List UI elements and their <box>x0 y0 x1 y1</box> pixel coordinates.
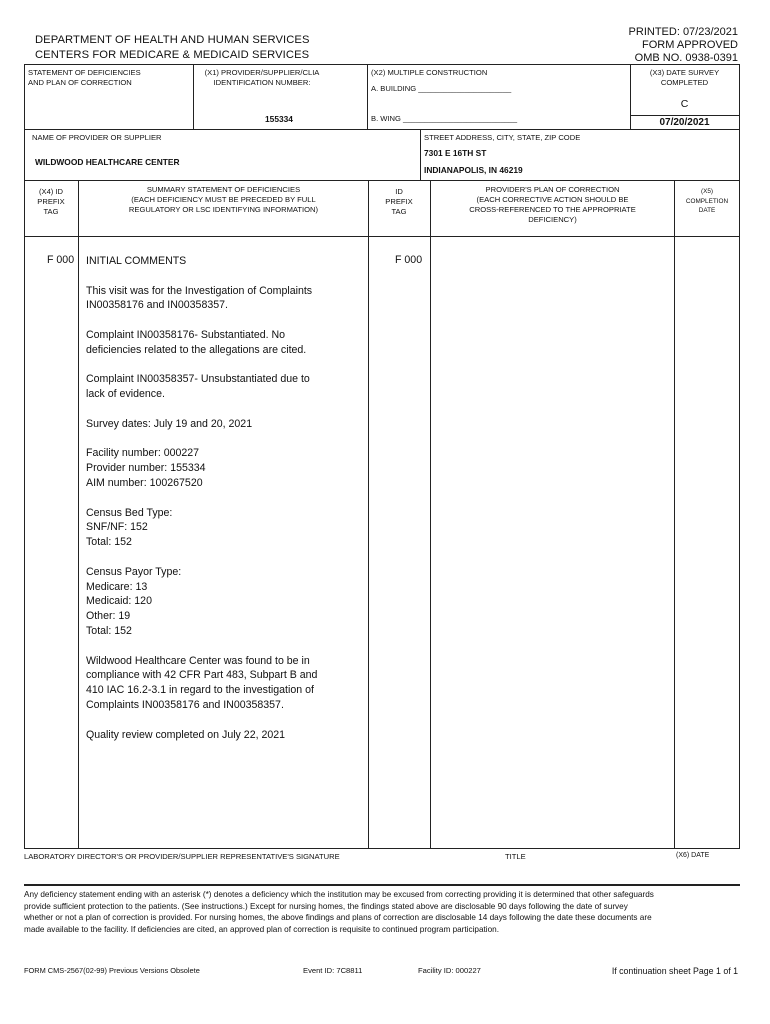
department-line-1: DEPARTMENT OF HEALTH AND HUMAN SERVICES <box>35 34 310 46</box>
table-row-divider-1 <box>24 129 740 130</box>
survey-completed-date: 07/20/2021 <box>659 117 710 128</box>
form-number: FORM CMS-2567(02-99) Previous Versions Obsolete <box>24 966 200 975</box>
form-approved-label: FORM APPROVED <box>642 39 738 51</box>
printed-date: PRINTED: 07/23/2021 <box>628 26 738 38</box>
street-address: 7301 E 16TH ST <box>424 148 487 158</box>
x3-divider <box>630 115 740 116</box>
entry-paragraph: Survey dates: July 19 and 20, 2021 <box>86 417 253 430</box>
address-label: STREET ADDRESS, CITY, STATE, ZIP CODE <box>424 133 581 142</box>
column-header-divider <box>24 236 740 237</box>
provider-name-label: NAME OF PROVIDER OR SUPPLIER <box>32 133 162 142</box>
statement-label: STATEMENT OF DEFICIENCIES AND PLAN OF CORRECTION <box>28 68 141 87</box>
signature-bottom-border <box>24 884 740 886</box>
entry-paragraph: Quality review completed on July 22, 2021 <box>86 728 286 741</box>
signature-date-label: (X6) DATE <box>676 852 710 859</box>
entry-paragraph: Census Payor Type: Medicare: 13 Medicaid: 120 Other: 19 Total: 152 <box>86 565 182 637</box>
x2-label: (X2) MULTIPLE CONSTRUCTION <box>371 68 488 77</box>
x2-divider <box>367 64 368 129</box>
entry-paragraph: Complaint IN00358176- Substantiated. No deficiencies related to the allegations are cited. <box>86 328 307 356</box>
x2-wing: B. WING ___________________________ <box>371 114 518 123</box>
continuation-page: If continuation sheet Page 1 of 1 <box>611 966 738 976</box>
survey-code: C <box>680 98 689 110</box>
id-column-divider <box>430 180 431 848</box>
completion-date-header: (X5) COMPLETION DATE <box>685 188 729 214</box>
city-state-zip: INDIANAPOLIS, IN 46219 <box>424 165 523 175</box>
signature-label: LABORATORY DIRECTOR'S OR PROVIDER/SUPPLIER REPRESENTATIVE'S SIGNATURE <box>24 852 340 861</box>
summary-statement-body <box>86 254 336 757</box>
x4-prefix-header: (X4) ID PREFIX TAG <box>37 187 65 216</box>
address-divider <box>420 129 421 180</box>
id-prefix-header: ID PREFIX TAG <box>385 187 413 216</box>
table-bottom-border <box>24 848 740 849</box>
form-approval-block <box>629 26 738 65</box>
provider-id-number: 155334 <box>265 114 293 124</box>
entry-paragraph: This visit was for the Investigation of Complaints IN00358176 and IN00358357. <box>86 284 313 312</box>
event-id: Event ID: 7C8811 <box>303 966 363 975</box>
title-label: TITLE <box>505 852 526 861</box>
entry-paragraph: Complaint IN00358357- Unsubstantiated due to lack of evidence. <box>86 373 310 401</box>
disclaimer-text: Any deficiency statement ending with an asterisk (*) denotes a deficiency which the institution may be excused from correcting providing it is determined that other safeguards provide sufficient protection to the patients. (See instructions.) Except for nursing homes, the findings stated above are disclosable 90 days following the date of survey whether or not a plan of correction is provided. For nursing homes, the above findings and plans of correction are disclosable 14 days following the date these documents are made available to the facility. If deficiencies are cited, an approved plan of correction is requisite to continued program participation. <box>24 890 654 934</box>
x2-building: A. BUILDING ______________________ <box>371 84 512 93</box>
omb-number: OMB NO. 0938-0391 <box>634 52 738 64</box>
entry-paragraph: Census Bed Type: SNF/NF: 152 Total: 152 <box>86 506 173 549</box>
entry-tag-left: F 000 <box>47 254 75 266</box>
left-border <box>24 64 25 848</box>
x3-label: (X3) DATE SURVEY COMPLETED <box>649 68 720 87</box>
entry-tag-right: F 000 <box>395 254 423 266</box>
right-border <box>739 64 740 848</box>
x4-column-divider <box>78 180 79 848</box>
department-line-2: CENTERS FOR MEDICARE & MEDICAID SERVICES <box>35 49 310 61</box>
summary-statement-header: SUMMARY STATEMENT OF DEFICIENCIES (EACH DEFICIENCY MUST BE PRECEDED BY FULL REGULATORY OR LSC IDENTIFYING INFORMATION) <box>128 185 319 214</box>
entry-paragraph: Wildwood Healthcare Center was found to be in compliance with 42 CFR Part 483, Subpart B and 410 IAC 16.2-3.1 in regard to the investigation of Complaints IN00358176 and IN00358357. <box>86 654 318 711</box>
entry-heading: INITIAL COMMENTS <box>86 255 187 267</box>
table-row-divider-2 <box>24 180 740 181</box>
plan-column-divider <box>674 180 675 848</box>
entry-paragraph: Facility number: 000227 Provider number: 155334 AIM number: 100267520 <box>86 447 206 489</box>
department-header <box>35 33 310 63</box>
provider-name: WILDWOOD HEALTHCARE CENTER <box>35 157 180 167</box>
table-top-border <box>24 64 740 65</box>
facility-id: Facility ID: 000227 <box>418 966 481 975</box>
plan-of-correction-header: PROVIDER'S PLAN OF CORRECTION (EACH CORRECTIVE ACTION SHOULD BE CROSS-REFERENCED TO THE APPROPRIATE DEFICIENCY) <box>469 185 636 224</box>
x1-label: (X1) PROVIDER/SUPPLIER/CLIA IDENTIFICATION NUMBER: <box>204 68 320 87</box>
summary-column-divider <box>368 180 369 848</box>
